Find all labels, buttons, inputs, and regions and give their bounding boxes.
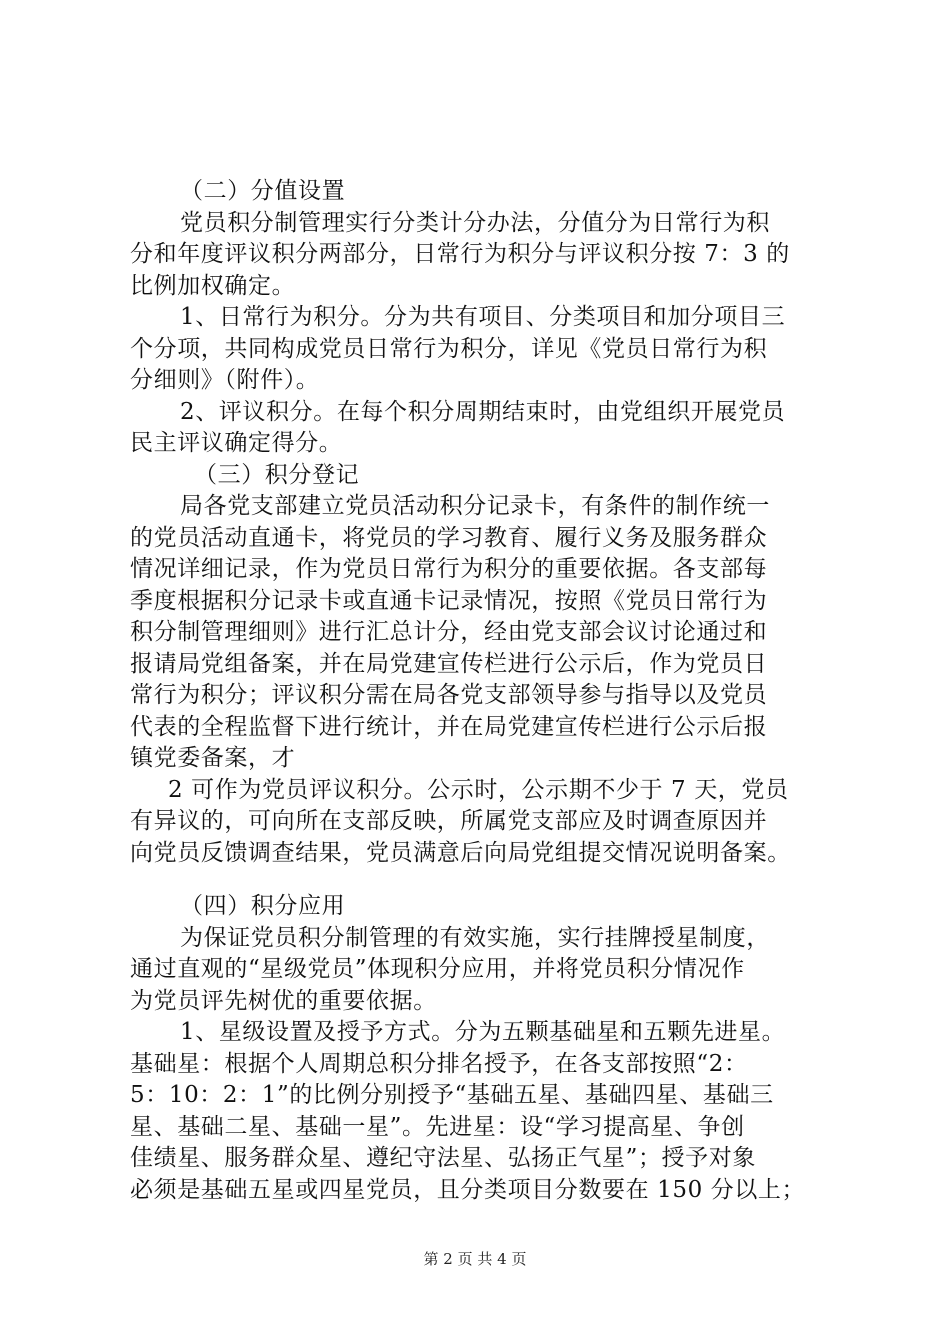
paragraph-line: 个分项，共同构成党员日常行为积分，详见《党员日常行为积	[130, 335, 768, 362]
paragraph-line: 星、基础二星、基础一星”。先进星：设“学习提高星、争创	[130, 1113, 745, 1140]
paragraph-line: 民主评议确定得分。	[130, 430, 343, 456]
paragraph-line: 积分制管理细则》进行汇总计分，经由党支部会议讨论通过和	[130, 619, 768, 645]
paragraph-line: 季度根据积分记录卡或直通卡记录情况，按照《党员日常行为	[130, 587, 768, 614]
paragraph-line: 必须是基础五星或四星党员，且分类项目分数要在 150 分以上；	[130, 1176, 806, 1203]
paragraph-line: 分和年度评议积分两部分，日常行为积分与评议积分按 7：3 的	[130, 241, 790, 267]
paragraph-line: 报请局党组备案，并在局党建宣传栏进行公示后，作为党员日	[130, 650, 768, 677]
paragraph-line: 有异议的，可向所在支部反映，所属党支部应及时调查原因并	[130, 808, 768, 834]
paragraph-line: 2、评议积分。在每个积分周期结束时，由党组织开展党员	[180, 398, 786, 425]
paragraph-line: 分细则》（附件）。	[130, 367, 320, 393]
paragraph-line: 常行为积分；评议积分需在局各党支部领导参与指导以及党员	[130, 682, 768, 708]
section-heading: （四）积分应用	[180, 893, 346, 919]
paragraph-line: 代表的全程监督下进行统计，并在局党建宣传栏进行公示后报	[130, 713, 768, 740]
paragraph-line: 局各党支部建立党员活动积分记录卡，有条件的制作统一	[180, 493, 770, 519]
paragraph-line: 为党员评先树优的重要依据。	[130, 987, 437, 1014]
document-body	[130, 176, 832, 1206]
section-heading: （三）积分登记	[194, 461, 360, 488]
paragraph-line: 比例加权确定。	[130, 272, 296, 299]
paragraph-line: 镇党委备案，才	[130, 745, 296, 771]
paragraph-line: 情况详细记录，作为党员日常行为积分的重要依据。各支部每	[130, 556, 768, 582]
paragraph-line: 的党员活动直通卡，将党员的学习教育、履行义务及服务群众	[130, 524, 768, 551]
paragraph-line: 1、日常行为积分。分为共有项目、分类项目和加分项目三	[180, 304, 786, 330]
paragraph-line: 党员积分制管理实行分类计分办法，分值分为日常行为积	[180, 209, 770, 236]
paragraph-line: 基础星：根据个人周期总积分排名授予，在各支部按照“2：	[130, 1050, 748, 1077]
paragraph-line: 佳绩星、服务群众星、遵纪守法星、弘扬正气星”；授予对象	[130, 1145, 756, 1171]
paragraph-line: 通过直观的“星级党员”体现积分应用，并将党员积分情况作	[130, 956, 745, 982]
paragraph-gap	[130, 869, 832, 891]
paragraph-line: 2 可作为党员评议积分。公示时，公示期不少于 7 天，党员	[168, 776, 789, 803]
paragraph-line: 为保证党员积分制管理的有效实施，实行挂牌授星制度，	[180, 924, 770, 951]
paragraph-line: 1、星级设置及授予方式。分为五颗基础星和五颗先进星。	[180, 1019, 786, 1045]
page-footer: 第 2 页 共 4 页	[423, 1250, 527, 1268]
paragraph-line: 5：10：2：1”的比例分别授予“基础五星、基础四星、基础三	[130, 1082, 774, 1108]
paragraph-line: 向党员反馈调查结果，党员满意后向局党组提交情况说明备案。	[130, 839, 791, 866]
section-heading: （二）分值设置	[180, 178, 346, 204]
